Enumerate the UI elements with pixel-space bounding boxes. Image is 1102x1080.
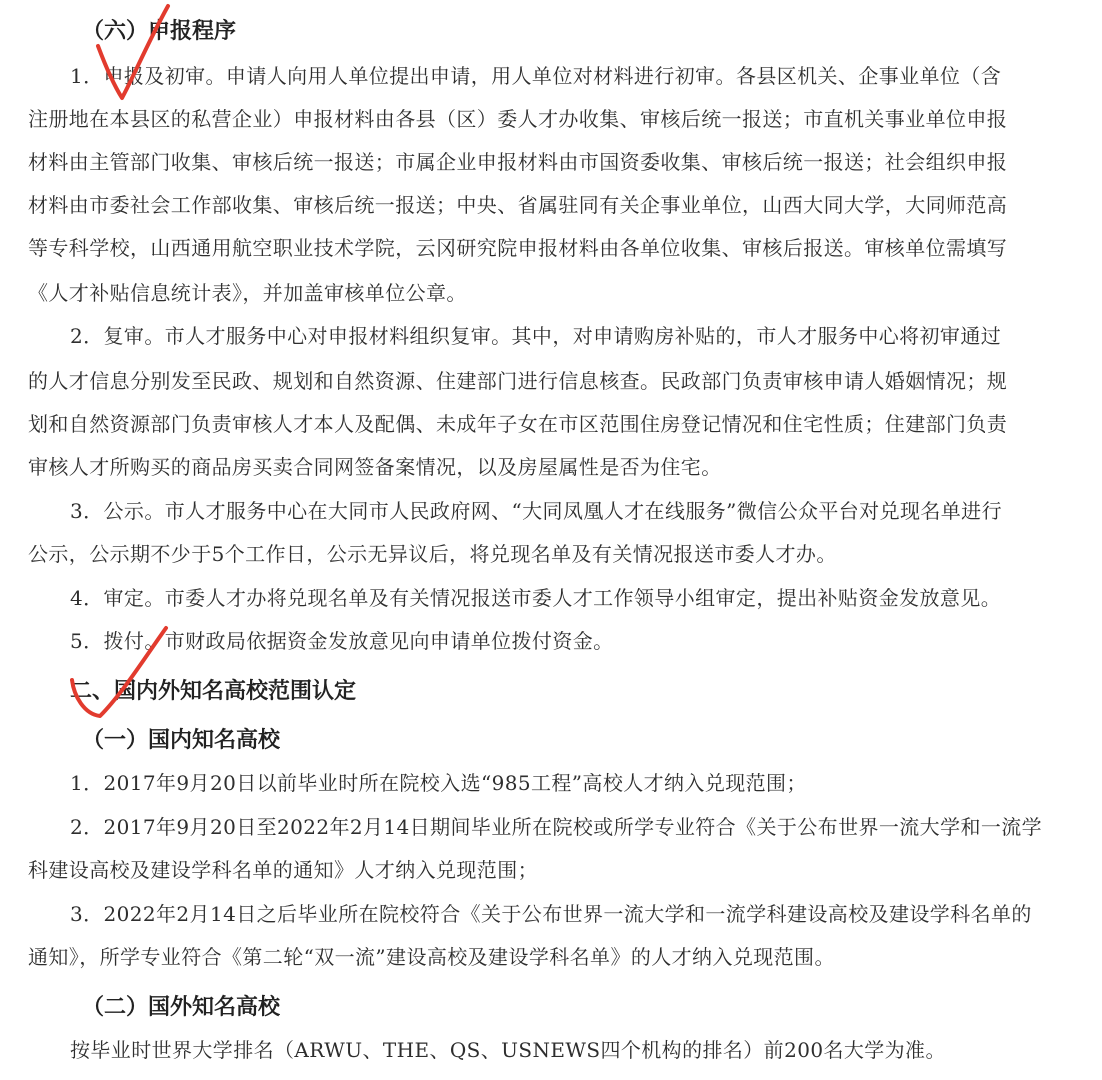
procedure-line: 等专科学校，山西通用航空职业技术学院，云冈研究院申报材料由各单位收集、审核后报送。审核单位需填写 (28, 236, 1008, 260)
procedure-line: 的人才信息分别发至民政、规划和自然资源、住建部门进行信息核查。民政部门负责审核申请人婚姻情况；规 (28, 369, 1008, 393)
subsection-heading-domestic: （一）国内知名高校 (82, 728, 281, 753)
procedure-line: 注册地在本县区的私营企业）申报材料由各县（区）委人才办收集、审核后统一报送；市直机关事业单位申报 (28, 107, 1008, 131)
domestic-line: 2．2017年9月20日至2022年2月14日期间毕业所在院校或所学专业符合《关于公布世界一流大学和一流学 (70, 815, 1043, 839)
procedure-line: 材料由主管部门收集、审核后统一报送；市属企业申报材料由市国资委收集、审核后统一报送；社会组织申报 (28, 150, 1008, 174)
domestic-line: 通知》，所学专业符合《第二轮“双一流”建设高校及建设学科名单》的人才纳入兑现范围。 (28, 945, 835, 969)
part-heading-universities: 二、国内外知名高校范围认定 (70, 679, 357, 704)
foreign-line: 按毕业时世界大学排名（ARWU、THE、QS、USNEWS四个机构的排名）前200名大学为准。 (70, 1038, 946, 1062)
subsection-heading-foreign: （二）国外知名高校 (82, 995, 281, 1020)
procedure-line: 1．申报及初审。申请人向用人单位提出申请，用人单位对材料进行初审。各县区机关、企事业单位（含 (70, 64, 1002, 88)
domestic-line: 科建设高校及建设学科名单的通知》人才纳入兑现范围； (28, 858, 538, 882)
domestic-line: 3．2022年2月14日之后毕业所在院校符合《关于公布世界一流大学和一流学科建设高校及建设学科名单的 (70, 902, 1032, 926)
procedure-line: 划和自然资源部门负责审核人才本人及配偶、未成年子女在市区范围住房登记情况和住宅性质；住建部门负责 (28, 412, 1008, 436)
procedure-line: 4．审定。市委人才办将兑现名单及有关情况报送市委人才工作领导小组审定，提出补贴资金发放意见。 (70, 586, 1002, 610)
procedure-line: 公示，公示期不少于5个工作日，公示无异议后，将兑现名单及有关情况报送市委人才办。 (28, 542, 837, 566)
procedure-line: 审核人才所购买的商品房买卖合同网签备案情况，以及房屋属性是否为住宅。 (28, 455, 722, 479)
procedure-line: 3．公示。市人才服务中心在大同市人民政府网、“大同凤凰人才在线服务”微信公众平台对兑现名单进行 (70, 499, 1002, 523)
procedure-line: 5．拨付。市财政局依据资金发放意见向申请单位拨付资金。 (70, 629, 614, 653)
procedure-line: 材料由市委社会工作部收集、审核后统一报送；中央、省属驻同有关企事业单位，山西大同大学，大同师范高 (28, 193, 1008, 217)
domestic-line: 1．2017年9月20日以前毕业时所在院校入选“985工程”高校人才纳入兑现范围； (70, 771, 807, 795)
section-heading-procedure: （六）申报程序 (82, 19, 237, 44)
procedure-line: 《人才补贴信息统计表》，并加盖审核单位公章。 (28, 281, 467, 305)
procedure-line: 2．复审。市人才服务中心对申报材料组织复审。其中，对申请购房补贴的，市人才服务中心将初审通过 (70, 324, 1002, 348)
